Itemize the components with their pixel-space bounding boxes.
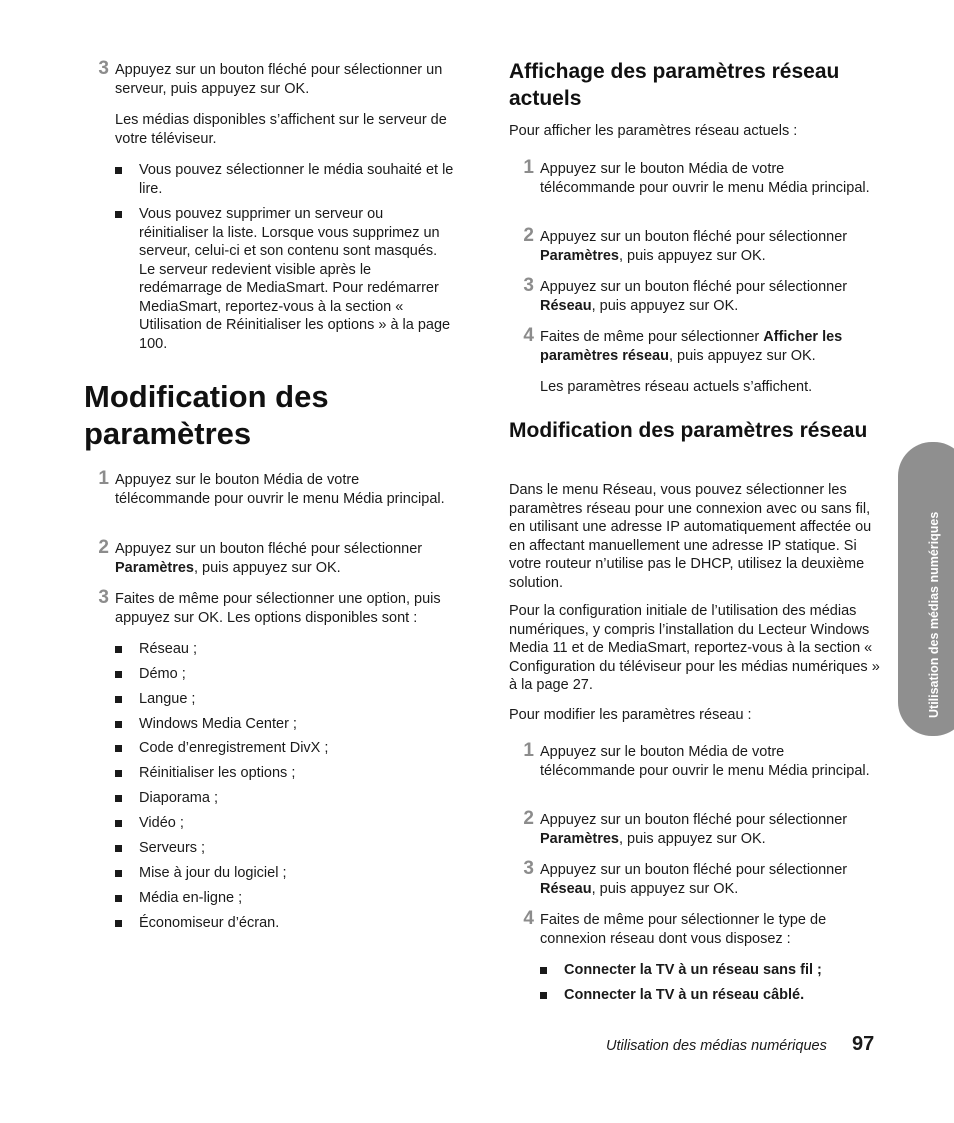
step-item <box>523 225 880 265</box>
option-item: Démo ; <box>115 665 186 684</box>
footer-chapter-title: Utilisation des médias numériques <box>606 1038 827 1054</box>
step-number: 3 <box>523 858 534 879</box>
step-number: 3 <box>98 58 109 79</box>
step-item <box>523 157 880 197</box>
option-item: Média en-ligne ; <box>115 889 242 908</box>
step-number: 1 <box>523 157 534 178</box>
step-text: Appuyez sur un bouton fléché pour sélectionner un serveur, puis appuyez sur OK. <box>115 62 443 97</box>
step-item <box>523 858 880 898</box>
step-number: 1 <box>98 468 109 489</box>
step-text: Appuyez sur un bouton fléché pour sélectionner Réseau, puis appuyez sur OK. <box>540 279 848 314</box>
step-number: 3 <box>523 275 534 296</box>
step-note: Les médias disponibles s’affichent sur le serveur de votre téléviseur. <box>115 112 447 147</box>
step-text: Faites de même pour sélectionner le type de connexion réseau dont vous disposez : <box>540 912 827 947</box>
section-heading: Modification des paramètres <box>84 379 329 451</box>
step-text: Appuyez sur un bouton fléché pour sélectionner Paramètres, puis appuyez sur OK. <box>115 541 423 576</box>
page-number: 97 <box>852 1033 875 1055</box>
section-intro: Pour modifier les paramètres réseau : <box>509 707 752 723</box>
body-paragraph: Dans le menu Réseau, vous pouvez sélectionner les paramètres réseau pour une connexion avec ou sans fil, en utilisant une adresse IP automatiquement affectée ou en affectant manuellement une adresse IP statique. Si votre routeur n’utilise pas le DHCP, utilisez la deuxième solution. <box>509 482 872 591</box>
option-item: Économiseur d’écran. <box>115 914 279 933</box>
step-number: 4 <box>523 908 534 929</box>
option-item: Serveurs ; <box>115 839 205 858</box>
body-paragraph: Pour la configuration initiale de l’utilisation des médias numériques, y compris l’installation du Lecteur Windows Media 11 et de MediaSmart, reportez-vous à la section « Configuration du téléviseur pour les médias numériques » à la page 27. <box>509 603 880 693</box>
bullet-item: Connecter la TV à un réseau câblé. <box>540 986 804 1005</box>
section-intro: Pour afficher les paramètres réseau actuels : <box>509 123 798 139</box>
option-item: Langue ; <box>115 690 195 709</box>
option-item: Mise à jour du logiciel ; <box>115 864 287 883</box>
step-note: Les paramètres réseau actuels s’affichent. <box>540 379 813 395</box>
step-text: Appuyez sur le bouton Média de votre télécommande pour ouvrir le menu Média principal. <box>540 744 870 779</box>
step-number: 1 <box>523 740 534 761</box>
step-text: Appuyez sur un bouton fléché pour sélectionner Réseau, puis appuyez sur OK. <box>540 862 848 897</box>
step-item <box>523 740 880 780</box>
option-item: Réinitialiser les options ; <box>115 764 295 783</box>
step-item <box>98 58 455 98</box>
step-text: Appuyez sur un bouton fléché pour sélectionner Paramètres, puis appuyez sur OK. <box>540 812 848 847</box>
option-item: Code d’enregistrement DivX ; <box>115 739 328 758</box>
step-item <box>523 808 880 848</box>
bullet-item: Vous pouvez supprimer un serveur ou réinitialiser la liste. Lorsque vous supprimez un serveur, celui-ci et son contenu sont masqués. Le serveur redevient visible après le redémarrage de MediaSmart. Pour redémarrer MediaSmart, reportez-vous à la section « Utilisation de Réinitialiser les options » à la page 100. <box>115 205 455 353</box>
step-number: 2 <box>523 808 534 829</box>
step-text: Faites de même pour sélectionner une option, puis appuyez sur OK. Les options disponibles sont : <box>115 591 441 626</box>
step-item <box>98 537 455 577</box>
section-heading: Affichage des paramètres réseau actuels <box>509 60 840 110</box>
step-item <box>523 908 880 948</box>
step-item <box>523 325 880 365</box>
step-text: Appuyez sur le bouton Média de votre télécommande pour ouvrir le menu Média principal. <box>115 472 445 507</box>
bullet-item: Connecter la TV à un réseau sans fil ; <box>540 961 822 980</box>
step-number: 2 <box>98 537 109 558</box>
step-text: Appuyez sur le bouton Média de votre télécommande pour ouvrir le menu Média principal. <box>540 161 870 196</box>
step-item <box>98 468 455 508</box>
chapter-side-tab <box>898 442 954 736</box>
step-number: 3 <box>98 587 109 608</box>
bullet-item: Vous pouvez sélectionner le média souhaité et le lire. <box>115 161 455 198</box>
step-text: Appuyez sur un bouton fléché pour sélectionner Paramètres, puis appuyez sur OK. <box>540 229 848 264</box>
option-item: Windows Media Center ; <box>115 715 297 734</box>
step-item <box>523 275 880 315</box>
step-text: Faites de même pour sélectionner Afficher les paramètres réseau, puis appuyez sur OK. <box>540 329 843 364</box>
step-item <box>98 587 457 627</box>
option-item: Diaporama ; <box>115 789 218 808</box>
option-item: Réseau ; <box>115 640 197 659</box>
option-item: Vidéo ; <box>115 814 184 833</box>
section-heading: Modification des paramètres réseau <box>509 419 868 442</box>
step-number: 4 <box>523 325 534 346</box>
side-tab-label: Utilisation des médias numériques <box>927 511 941 718</box>
step-number: 2 <box>523 225 534 246</box>
